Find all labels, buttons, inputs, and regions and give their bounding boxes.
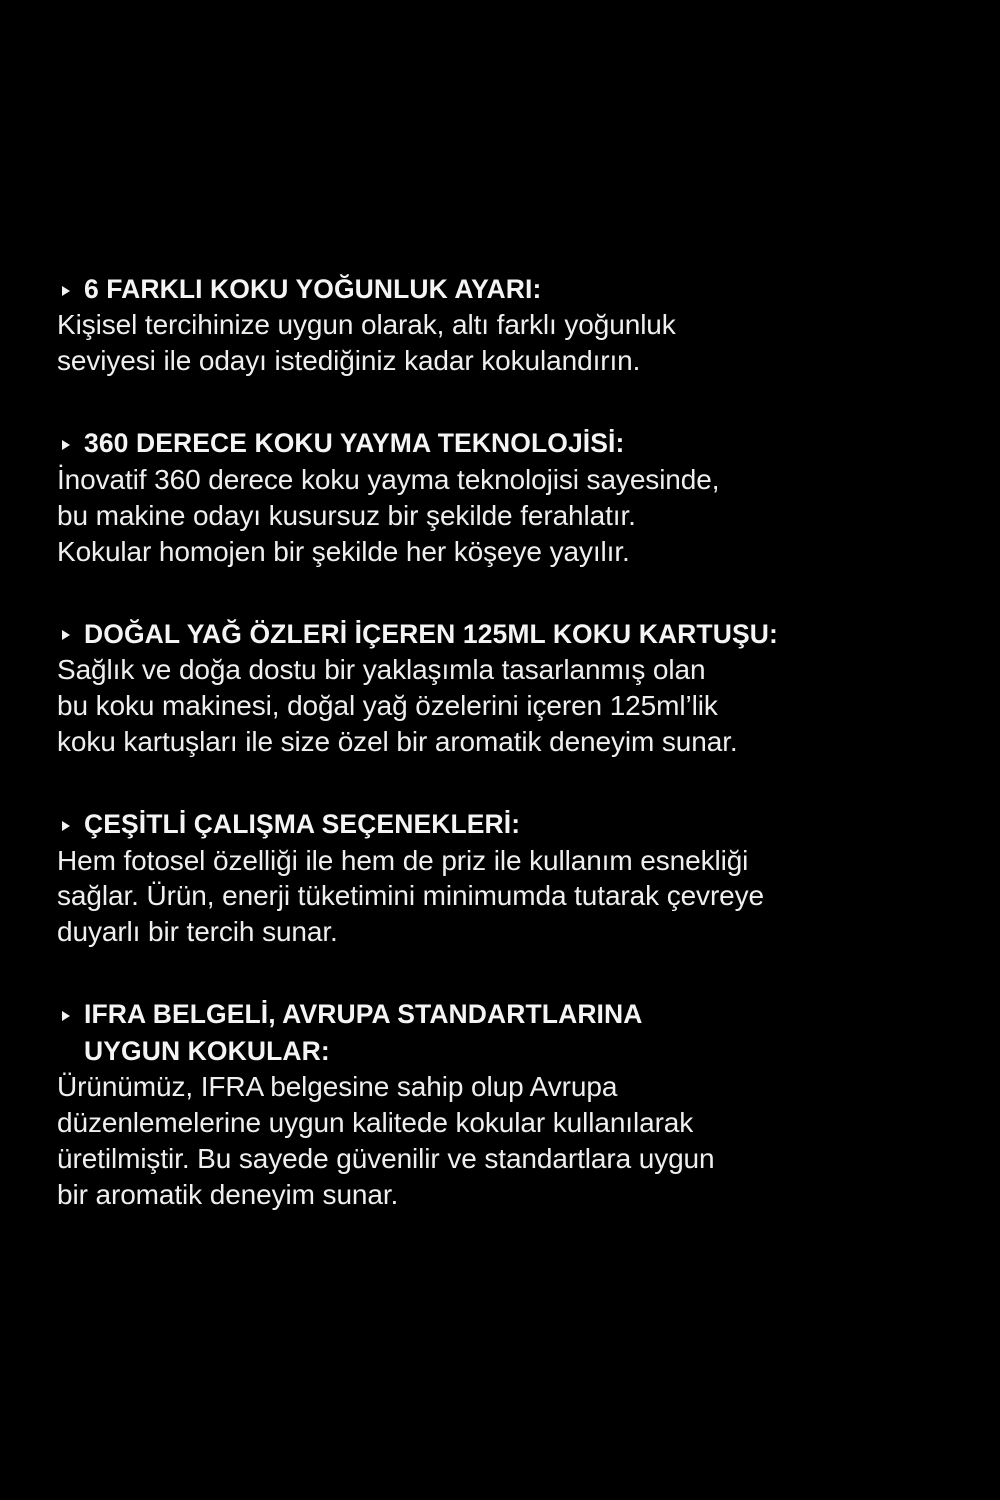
feature-heading-line: DOĞAL YAĞ ÖZLERİ İÇEREN 125ML KOKU KARTUŞU: [84,618,778,649]
feature-body-line: bu koku makinesi, doğal yağ özelerini içeren 125ml’lik [57,690,718,722]
feature-body-line: Kokular homojen bir şekilde her köşeye yayılır. [57,535,630,567]
bullet-triangle-icon [62,1011,70,1021]
feature-body [57,843,952,951]
feature-body-line: bu makine odayı kusursuz bir şekilde ferahlatır. [57,499,636,531]
feature-heading-line: 6 FARKLI KOKU YOĞUNLUK AYARI: [84,274,542,304]
bullet-triangle-icon [62,821,70,831]
feature-body-line: Kişisel tercihinize uygun olarak, altı farklı yoğunluk [57,309,676,341]
bullet-triangle-icon [62,630,70,640]
feature-list [57,272,952,1213]
feature-block [57,272,952,379]
feature-heading [57,997,952,1068]
feature-body [57,462,952,570]
feature-heading-line: IFRA BELGELİ, AVRUPA STANDARTLARINA [84,999,643,1030]
feature-block [57,617,952,760]
feature-body-line: üretilmiştir. Bu sayede güvenilir ve standartlara uygun [57,1143,715,1175]
feature-body-line: seviyesi ile odayı istediğiniz kadar kokulandırın. [57,345,641,377]
feature-body-line: düzenlemelerine uygun kalitede kokular kullanılarak [57,1107,694,1139]
feature-heading-line: ÇEŞİTLİ ÇALIŞMA SEÇENEKLERİ: [84,809,521,840]
bullet-triangle-icon [62,286,70,296]
feature-body [57,307,952,379]
bullet-triangle-icon [62,440,70,450]
feature-body-line: Ürünümüz, IFRA belgesine sahip olup Avrupa [57,1071,618,1103]
feature-block [57,807,952,950]
feature-body-line: duyarlı bir tercih sunar. [57,916,338,948]
feature-body [57,652,952,760]
feature-body-line: İnovatif 360 derece koku yayma teknolojisi sayesinde, [57,463,720,495]
feature-body-line: Hem fotosel özelliği ile hem de priz ile kullanım esnekliği [57,844,749,876]
feature-body-line: bir aromatik deneyim sunar. [57,1179,399,1211]
feature-body [57,1069,952,1213]
feature-body-line: sağlar. Ürün, enerji tüketimini minimumda tutarak çevreye [57,880,765,912]
feature-heading [57,807,952,841]
feature-block [57,997,952,1213]
feature-body-line: koku kartuşları ile size özel bir aromatik deneyim sunar. [57,726,738,758]
feature-heading [57,617,952,651]
feature-heading-line: 360 DERECE KOKU YAYMA TEKNOLOJİSİ: [84,428,625,459]
feature-heading-line: UYGUN KOKULAR: [84,1035,330,1066]
feature-block [57,426,952,569]
feature-heading [57,272,952,306]
feature-body-line: Sağlık ve doğa dostu bir yaklaşımla tasarlanmış olan [57,654,706,686]
feature-heading [57,426,952,460]
